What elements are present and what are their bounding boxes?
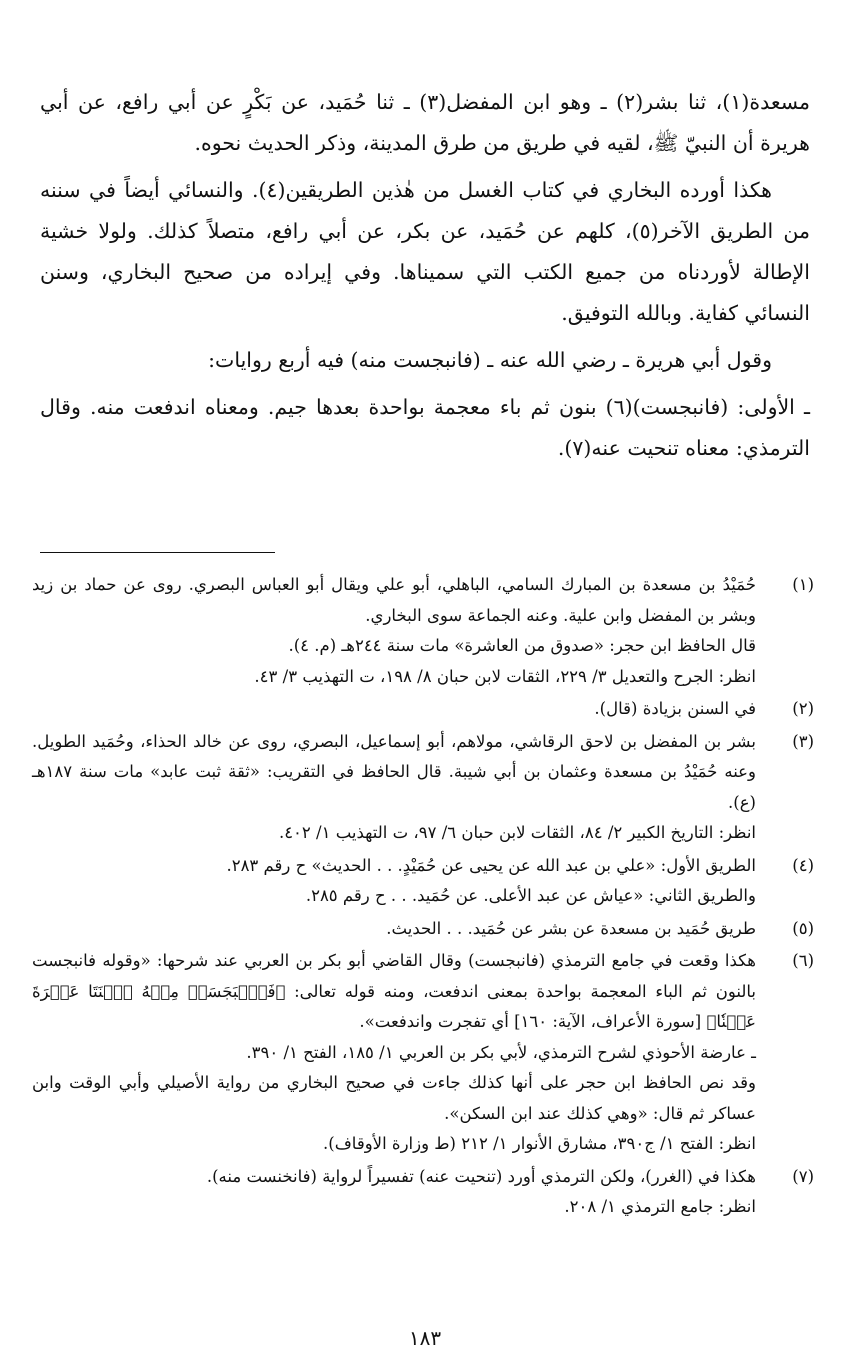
footnote-number: (٧) [792, 1166, 814, 1186]
footnote-body [32, 727, 756, 849]
footnote-number: (٤) [792, 855, 814, 875]
paragraph: ـ الأولى: (فانبجست)(٦) بنون ثم باء معجمة بواحدة بعدها جيم. ومعناه اندفعت منه. وقال الترمذي: معناه تنحيت عنه(٧). [40, 395, 810, 460]
footnote-line: انظر: الجرح والتعديل ٣/ ٢٢٩، الثقات لابن حبان ٨/ ١٩٨، ت التهذيب ٣/ ٤٣. [254, 666, 756, 686]
main-text [40, 82, 810, 469]
footnote-body [32, 946, 756, 1160]
footnote-body [32, 851, 756, 912]
paragraph: مسعدة(١)، ثنا بشر(٢) ـ وهو ابن المفضل(٣) ـ ثنا حُمَيد، عن بَكْرٍ عن أبي رافع، عن أبي هريرة أن النبيّ ﷺ، لقيه في طريق من طرق المدينة، وذكر الحديث نحوه. [40, 90, 810, 155]
footnote-body [32, 694, 756, 725]
footnote-4 [32, 851, 814, 912]
footnote-5 [32, 914, 814, 945]
footnote-number: (٣) [792, 731, 814, 751]
footnote-line: وقد نص الحافظ ابن حجر على أنها كذلك جاءت في صحيح البخاري من رواية الأصيلي وأبي الوقت وابن عساكر ثم قال: «وهي كذلك عند ابن السكن». [32, 1073, 756, 1123]
footnote-line: انظر: جامع الترمذي ١/ ٢٠٨. [564, 1197, 756, 1216]
footnote-line: طريق حُمَيد بن مسعدة عن بشر عن حُمَيد. . . الحديث. [386, 918, 756, 938]
footnote-line: انظر: التاريخ الكبير ٢/ ٨٤، الثقات لابن حبان ٦/ ٩٧، ت التهذيب ١/ ٤٠٢. [278, 823, 756, 842]
footnote-number: (١) [792, 575, 814, 594]
paragraph: هكذا أورده البخاري في كتاب الغسل من هٰذين الطريقين(٤). والنسائي أيضاً في سننه من الطريق الآخر(٥)، كلهم عن حُمَيد، عن بكر، عن أبي رافع، متصلاً كذلك. ولولا خشية الإطالة لأوردناه من جميع الكتب التي سميناها. وفي إيراده من صحيح البخاري، وسنن النسائي كفاية. وبالله التوفيق. [40, 178, 811, 325]
paragraph: وقول أبي هريرة ـ رضي الله عنه ـ (فانبجست منه) فيه أربع روايات: [208, 348, 772, 372]
page-number: ١٨٣ [408, 1326, 442, 1350]
footnote-line: حُمَيْدُ بن مسعدة بن المبارك السامي، الباهلي، أبو علي ويقال أبو العباس البصري. روى عن حماد بن زيد وبشر بن المفضل وابن علية. وعنه الجماعة سوى البخاري. [32, 575, 756, 625]
footnote-number: (٦) [792, 951, 814, 970]
footnote-line: قال الحافظ ابن حجر: «صدوق من العاشرة» مات سنة ٢٤٤هـ (م. ٤). [288, 636, 756, 655]
footnote-6 [32, 946, 814, 1160]
footnote-line: انظر: الفتح ١/ ج٣٩٠، مشارق الأنوار ١/ ٢١٢ (ط وزارة الأوقاف). [323, 1134, 756, 1153]
footnote-line: والطريق الثاني: «عياش عن عبد الأعلى. عن حُمَيد. . . ح رقم ٢٨٥. [305, 886, 756, 905]
footnotes [32, 570, 814, 1223]
footnote-body [32, 570, 756, 692]
footnote-line: بشر بن المفضل بن لاحق الرقاشي، مولاهم، أبو إسماعيل، البصري، روى عن خالد الحذاء، وحُمَيد الطويل. وعنه حُمَيْدُ بن مسعدة وعثمان بن أبي شيبة. قال الحافظ في التقريب: «ثقة ثبت عابد» مات سنة ١٨٧هـ (ع). [32, 731, 756, 812]
footnote-line: في السنن بزيادة (قال). [594, 699, 756, 718]
footnote-number: (٢) [792, 699, 814, 718]
footnote-line: ـ عارضة الأحوذي لشرح الترمذي، لأبي بكر بن العربي ١/ ١٨٥، الفتح ١/ ٣٩٠. [246, 1042, 756, 1062]
footnote-body [32, 1162, 756, 1223]
footnote-2 [32, 694, 814, 725]
footnote-separator [40, 552, 275, 553]
footnote-number: (٥) [792, 918, 814, 938]
footnote-body [32, 914, 756, 945]
footnote-3 [32, 727, 814, 849]
footnote-line: الطريق الأول: «علي بن عبد الله عن يحيى عن حُمَيْدٍ. . . الحديث» ح رقم ٢٨٣. [226, 855, 756, 875]
footnote-7 [32, 1162, 814, 1223]
footnote-line: هكذا في (الغرر)، ولكن الترمذي أورد (تنحيت عنه) تفسيراً لرواية (فانخنست منه). [206, 1166, 756, 1186]
footnote-1 [32, 570, 814, 692]
footnote-line: هكذا وقعت في جامع الترمذي (فانبجست) وقال القاضي أبو بكر بن العربي عند شرحها: «وقوله فانبجست بالنون ثم الباء المعجمة بواحدة بمعنى اندفعت، ومنه قوله تعالى: ﴿فَٱنۢبَجَسَتۡ مِنۡهُ ٱثۡنَتَا عَشۡرَةَ عَيۡنٗا﴾ [سورة الأعراف، الآية: ١٦٠] أي تفجرت واندفعت». [32, 951, 756, 1031]
